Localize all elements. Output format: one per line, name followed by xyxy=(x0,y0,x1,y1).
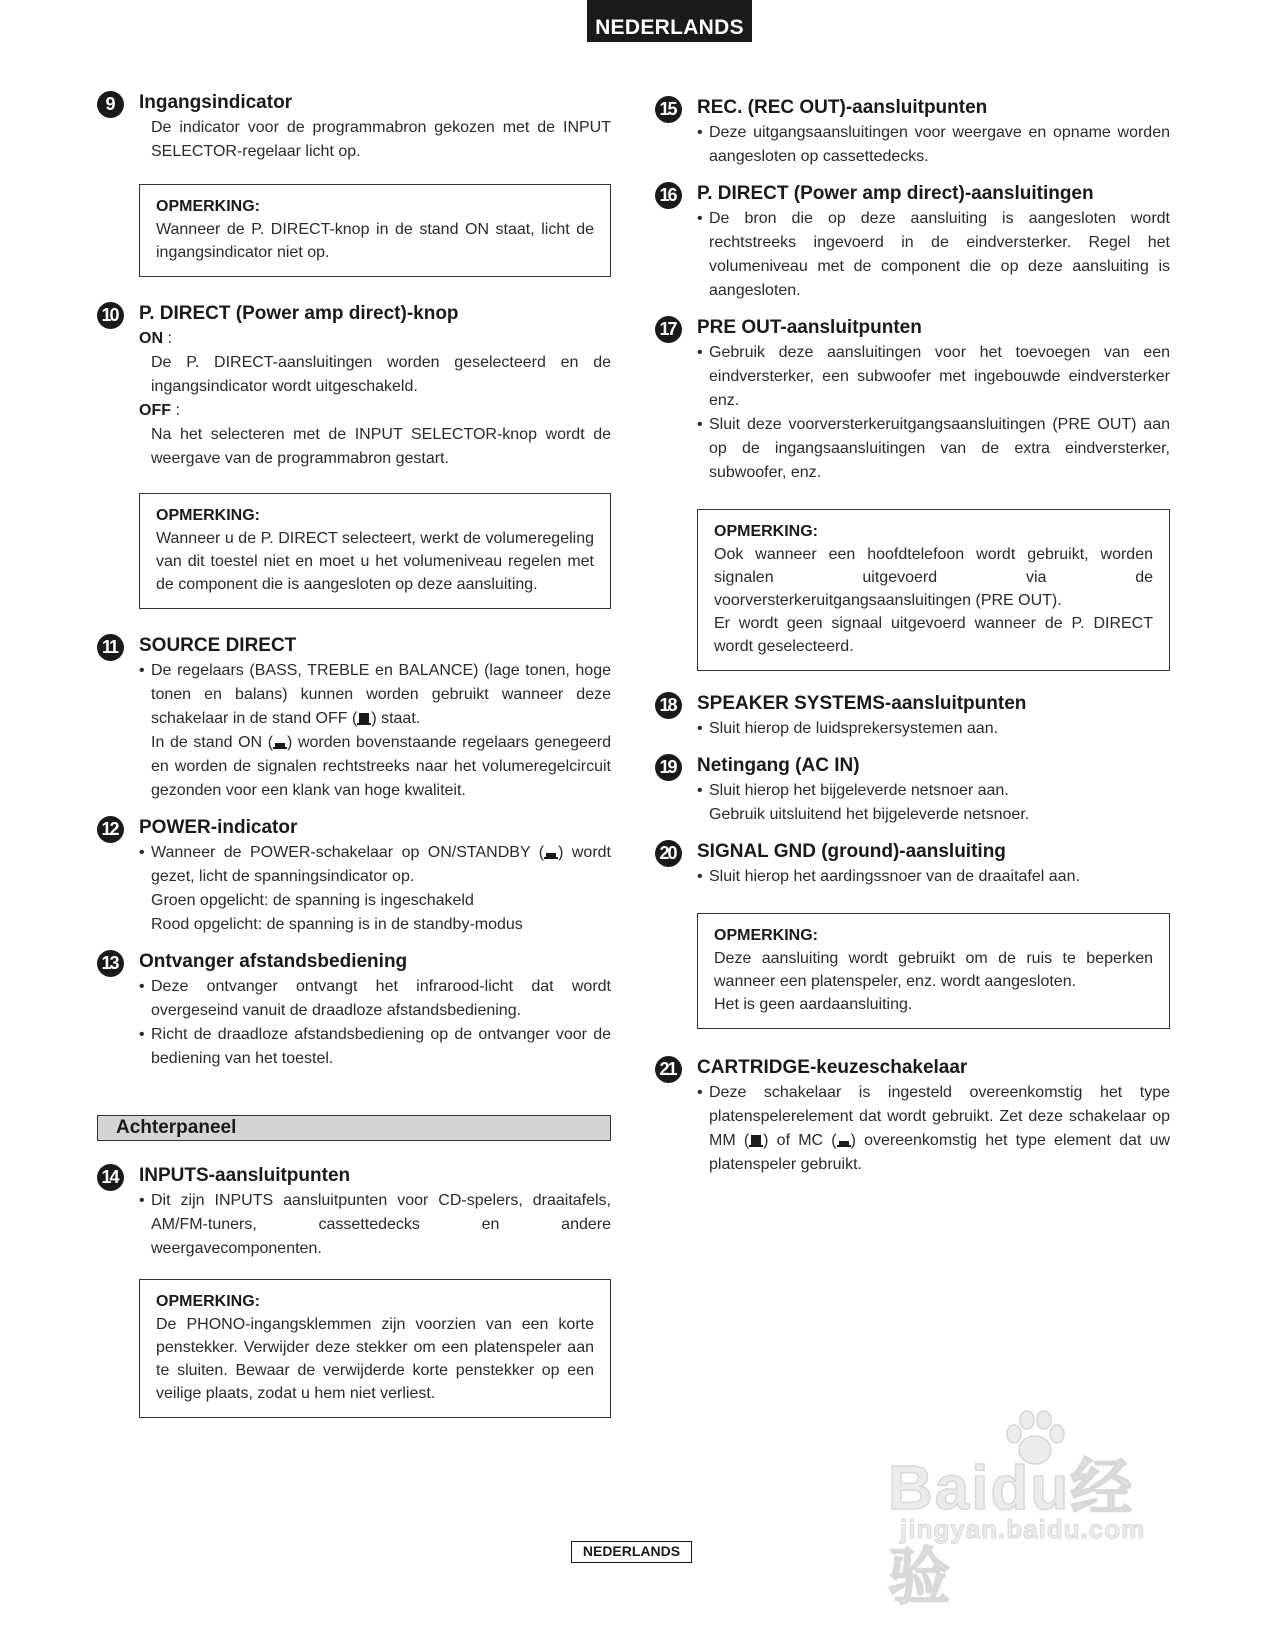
paragraph xyxy=(151,731,611,803)
bullet-item: • De bron die op deze aansluiting is aangesloten wordt rechtstreeks ingevoerd in de eindversterker. Regel het volumeniveau met de component die op deze aansluiting is aangesloten. xyxy=(697,207,1170,303)
note-text: De PHONO-ingangsklemmen zijn voorzien van een korte penstekker. Verwijder deze stekker om een platenspeler aan te sluiten. Bewaar de verwijderde korte penstekker op een veilige plaats, zodat u hem niet verliest. xyxy=(156,1316,594,1402)
paragraph: Gebruik uitsluitend het bijgeleverde netsnoer. xyxy=(709,806,1030,823)
switch-block-icon xyxy=(357,713,371,725)
switch-flat-icon xyxy=(837,1135,851,1147)
item-number-19: 19 xyxy=(655,754,682,781)
bullet-text: De regelaars (BASS, TREBLE en BALANCE) (lage tonen, hoge tonen en balans) kunnen worden gebruikt wanneer deze schakelaar in de stand OFF ( xyxy=(151,662,611,727)
switch-flat-icon xyxy=(544,847,558,859)
section-title: Ingangsindicator xyxy=(139,92,293,113)
bullet-text: Sluit hierop het aardingssnoer van de draaitafel aan. xyxy=(709,868,1080,885)
bullet-text: Gebruik deze aansluitingen voor het toevoegen van een eindversterker, een subwoofer met ingebouwde eindversterker enz. xyxy=(709,344,1170,409)
section-21 xyxy=(655,1055,1170,1177)
red-line: Rood opgelicht: de spanning is in de standby-modus xyxy=(151,916,523,933)
section-title: PRE OUT-aansluitpunten xyxy=(697,317,922,338)
bullet-item: • Gebruik deze aansluitingen voor het toevoegen van een eindversterker, een subwoofer met ingebouwde eindversterker enz. xyxy=(697,341,1170,413)
item-number-17: 17 xyxy=(655,316,682,343)
bullet-text: Dit zijn INPUTS aansluitpunten voor CD-spelers, draaitafels, AM/FM-tuners, cassettedecks en andere weergavecomponenten. xyxy=(151,1192,611,1257)
bullet-text: Deze ontvanger ontvangt het infrarood-licht dat wordt overgeseind vanuit de draadloze afstandsbediening. xyxy=(151,978,611,1019)
section-13 xyxy=(97,949,611,1071)
section-title: SOURCE DIRECT xyxy=(139,635,297,656)
note-box xyxy=(697,509,1170,671)
on-label-line: ON : xyxy=(139,330,172,347)
on-text: De P. DIRECT-aansluitingen worden geselecteerd en de ingangsindicator wordt uitgeschakeld. xyxy=(151,354,611,395)
section-title: SIGNAL GND (ground)-aansluiting xyxy=(697,841,1006,862)
section-14 xyxy=(97,1163,611,1418)
off-label-line: OFF : xyxy=(139,402,180,419)
paragraph-text-end: ) worden bovenstaande regelaars genegeerd en worden de signalen rechtstreeks naar het volumeregelcircuit gezonden voor een klank van hoge kwaliteit. xyxy=(151,734,611,799)
note-text: Er wordt geen signaal uitgevoerd wanneer de P. DIRECT wordt geselecteerd. xyxy=(714,615,1153,655)
section-title: INPUTS-aansluitpunten xyxy=(139,1165,351,1186)
section-15 xyxy=(655,95,1170,169)
note-text: Ook wanneer een hoofdtelefoon wordt gebruikt, worden signalen uitgevoerd via de voorversterkeruitgangsaansluitingen (PRE OUT). xyxy=(714,546,1153,609)
bullet-item: • Richt de draadloze afstandsbediening op de ontvanger voor de bediening van het toestel. xyxy=(139,1023,611,1071)
note-text: Het is geen aardaansluiting. xyxy=(714,996,913,1013)
item-number-11: 11 xyxy=(97,634,124,661)
item-number-21: 21 xyxy=(655,1056,682,1083)
section-18 xyxy=(655,691,1170,741)
bullet-item: • Deze schakelaar is ingesteld overeenkomstig het type platenspelerelement dat wordt gebruikt. Zet deze schakelaar op MM ( ) of MC ( ) overeenkomstig het type element dat uw platenspeler gebruikt. xyxy=(697,1084,1171,1173)
bullet-text-end: ) overeenkomstig het type element dat uw platenspeler gebruikt. xyxy=(709,1132,1171,1173)
bullet-text: Wanneer de POWER-schakelaar op ON/STANDBY ( xyxy=(151,844,545,861)
bullet-item: • Deze ontvanger ontvangt het infrarood-licht dat wordt overgeseind vanuit de draadloze afstandsbediening. xyxy=(139,975,611,1023)
bullet-text: Sluit hierop het bijgeleverde netsnoer aan. xyxy=(709,782,1009,799)
item-number-9: 9 xyxy=(97,91,124,118)
note-heading: OPMERKING: xyxy=(156,1293,260,1310)
section-17 xyxy=(655,315,1170,671)
note-box xyxy=(139,184,611,277)
left-column xyxy=(97,90,611,1430)
note-box xyxy=(139,493,611,609)
bullet-item: • Dit zijn INPUTS aansluitpunten voor CD-spelers, draaitafels, AM/FM-tuners, cassettedecks en andere weergavecomponenten. xyxy=(139,1189,611,1261)
section-title: P. DIRECT (Power amp direct)-knop xyxy=(139,303,459,324)
item-number-12: 12 xyxy=(97,816,124,843)
section-title: P. DIRECT (Power amp direct)-aansluitingen xyxy=(697,183,1094,204)
section-9 xyxy=(97,90,611,277)
section-title: POWER-indicator xyxy=(139,817,298,838)
note-heading: OPMERKING: xyxy=(714,927,818,944)
bullet-item: • Deze uitgangsaansluitingen voor weergave en opname worden aangesloten op cassettedecks. xyxy=(697,121,1170,169)
section-12 xyxy=(97,815,611,937)
bullet-text: Deze schakelaar is ingesteld overeenkomstig het type platenspelerelement dat wordt gebruikt. Zet deze schakelaar op MM ( xyxy=(709,1084,1170,1149)
section-11 xyxy=(97,633,611,803)
watermark xyxy=(888,1432,1198,1612)
language-tab-bottom: NEDERLANDS xyxy=(571,1541,692,1563)
bullet-item: • Sluit hierop het aardingssnoer van de draaitafel aan. xyxy=(697,865,1170,889)
note-heading: OPMERKING: xyxy=(156,198,260,215)
note-box xyxy=(697,913,1170,1029)
section-16 xyxy=(655,181,1170,303)
note-text: Deze aansluiting wordt gebruikt om de ruis te beperken wanneer een platenspeler, enz. wordt aangesloten. xyxy=(714,950,1153,990)
section-20 xyxy=(655,839,1170,1029)
bullet-item: • Wanneer de POWER-schakelaar op ON/STANDBY ( ) wordt gezet, licht de spanningsindicator op. xyxy=(139,844,611,885)
section-title: Netingang (AC IN) xyxy=(697,755,860,776)
paragraph-text: In de stand ON ( xyxy=(151,734,274,751)
section-10 xyxy=(97,301,611,609)
panel-heading: Achterpaneel xyxy=(97,1115,611,1141)
note-box xyxy=(139,1279,611,1418)
section-title: Ontvanger afstandsbediening xyxy=(139,951,408,972)
bullet-item: • Sluit hierop het bijgeleverde netsnoer aan. xyxy=(697,779,1170,803)
bullet-item: • De regelaars (BASS, TREBLE en BALANCE) (lage tonen, hoge tonen en balans) kunnen worden gebruikt wanneer deze schakelaar in de stand OFF ( ) staat. xyxy=(139,662,611,727)
bullet-text: Deze uitgangsaansluitingen voor weergave en opname worden aangesloten op cassettedecks. xyxy=(709,124,1170,165)
note-text: Wanneer de P. DIRECT-knop in de stand ON staat, licht de ingangsindicator niet op. xyxy=(156,221,594,261)
item-number-15: 15 xyxy=(655,96,682,123)
bullet-text-end: ) wordt gezet, licht de spanningsindicator op. xyxy=(151,844,611,885)
item-number-10: 10 xyxy=(97,302,124,329)
item-number-13: 13 xyxy=(97,950,124,977)
language-tab-top: NEDERLANDS xyxy=(587,0,752,42)
section-text: De indicator voor de programmabron gekozen met de INPUT SELECTOR-regelaar licht op. xyxy=(151,119,611,160)
bullet-text-end: ) staat. xyxy=(371,710,421,727)
watermark-url: jingyan.baidu.com xyxy=(900,1514,1146,1544)
section-title: CARTRIDGE-keuzeschakelaar xyxy=(697,1057,968,1078)
bullet-text: Sluit deze voorversterkeruitgangsaansluitingen (PRE OUT) aan op de ingangsaansluitingen van de extra eindversterker, subwoofer, enz. xyxy=(709,416,1170,481)
bullet-item: • Sluit hierop de luidsprekersystemen aan. xyxy=(697,717,1170,741)
note-heading: OPMERKING: xyxy=(714,523,818,540)
off-text: Na het selecteren met de INPUT SELECTOR-knop wordt de weergave van de programmabron gestart. xyxy=(151,426,611,467)
right-column xyxy=(655,95,1170,1189)
note-text: Wanneer u de P. DIRECT selecteert, werkt de volumeregeling van dit toestel niet en moet u het volumeniveau regelen met de component die is aangesloten op deze aansluiting. xyxy=(156,530,594,593)
switch-flat-icon xyxy=(273,737,287,749)
note-heading: OPMERKING: xyxy=(156,507,260,524)
bullet-text: Sluit hierop de luidsprekersystemen aan. xyxy=(709,720,999,737)
bullet-text: De bron die op deze aansluiting is aangesloten wordt rechtstreeks ingevoerd in de eindversterker. Regel het volumeniveau met de component die op deze aansluiting is aangesloten. xyxy=(709,210,1170,299)
watermark-main: Baidu经验 xyxy=(888,1454,1135,1612)
section-title: SPEAKER SYSTEMS-aansluitpunten xyxy=(697,693,1027,714)
item-number-14: 14 xyxy=(97,1164,124,1191)
switch-block-icon xyxy=(749,1135,763,1147)
bullet-text: Richt de draadloze afstandsbediening op de ontvanger voor de bediening van het toestel. xyxy=(151,1026,611,1067)
green-line: Groen opgelicht: de spanning is ingeschakeld xyxy=(151,892,474,909)
item-number-20: 20 xyxy=(655,840,682,867)
bullet-text-mid: ) of MC ( xyxy=(763,1132,837,1149)
section-19 xyxy=(655,753,1170,827)
section-title: REC. (REC OUT)-aansluitpunten xyxy=(697,97,988,118)
item-number-18: 18 xyxy=(655,692,682,719)
bullet-item: • Sluit deze voorversterkeruitgangsaansluitingen (PRE OUT) aan op de ingangsaansluitingen van de extra eindversterker, subwoofer, enz. xyxy=(697,413,1170,485)
off-label: OFF xyxy=(139,402,171,419)
item-number-16: 16 xyxy=(655,182,682,209)
on-label: ON xyxy=(139,330,163,347)
